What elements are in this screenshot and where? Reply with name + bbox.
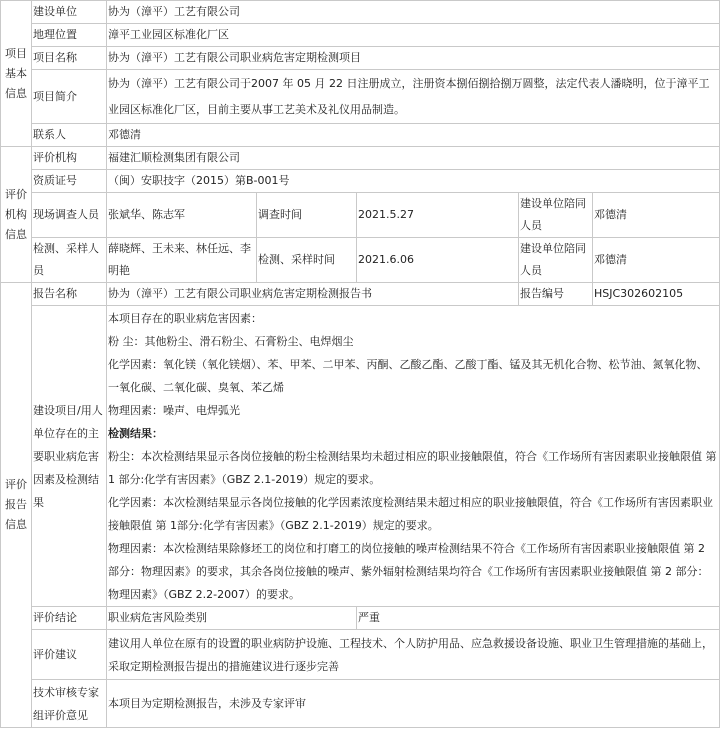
org-label: 评价机构	[32, 147, 107, 170]
review-value: 本项目为定期检测报告，未涉及专家评审	[107, 680, 720, 728]
unit-value: 协为（漳平）工艺有限公司	[107, 1, 720, 24]
sampling-time-label: 检测、采样时间	[257, 238, 357, 283]
sampling-label: 检测、采样人员	[32, 238, 107, 283]
row-report-name	[1, 283, 720, 306]
review-label: 技术审核专家组评价意见	[32, 680, 107, 728]
row-hazards	[1, 306, 720, 607]
accompany-label: 建设单位陪同人员	[519, 193, 593, 238]
hazard-chem: 化学因素：氧化镁（氧化镁烟）、苯、甲苯、二甲苯、丙酮、乙酸乙酯、乙酸丁酯、锰及其无机化合物、松节油、氮氧化物、一氧化碳、二氧化碳、臭氧、苯乙烯	[108, 358, 708, 394]
row-intro	[1, 70, 720, 97]
hazards-content	[107, 306, 720, 607]
report-no-value: HSJC302602105	[593, 283, 720, 306]
location-label: 地理位置	[32, 24, 107, 47]
row-survey	[1, 193, 720, 238]
intro-label: 项目简介	[32, 70, 107, 124]
section-eval: 评价机构信息	[1, 147, 32, 283]
location-value: 漳平工业园区标准化厂区	[107, 24, 720, 47]
risk-label: 职业病危害风险类别	[107, 607, 357, 630]
result-dust: 粉尘：本次检测结果显示各岗位接触的粉尘检测结果均未超过相应的职业接触限值，符合《工作场所有害因素职业接触限值 第 1 部分:化学有害因素》（GBZ 2.1-2019）规定的要求。	[108, 450, 717, 486]
report-no-label: 报告编号	[519, 283, 593, 306]
contact-label: 联系人	[32, 124, 107, 147]
survey-label: 现场调查人员	[32, 193, 107, 238]
row-project-name	[1, 47, 720, 70]
accompany-value: 邓德清	[593, 193, 720, 238]
hazards-label: 建设项目/用人单位存在的主要职业病危害因素及检测结果	[32, 306, 107, 607]
accompany-label-2: 建设单位陪同人员	[519, 238, 593, 283]
section-report: 评价报告信息	[1, 283, 32, 728]
advice-value: 建议用人单位在原有的设置的职业病防护设施、工程技术、个人防护用品、应急救援设备设施、职业卫生管理措施的基础上，采取定期检测报告提出的措施建议进行逐步完善	[107, 630, 720, 680]
row-advice	[1, 630, 720, 680]
survey-time-label: 调查时间	[257, 193, 357, 238]
conclusion-label: 评价结论	[32, 607, 107, 630]
row-sampling	[1, 238, 720, 283]
sampling-date: 2021.6.06	[357, 238, 519, 283]
hazards-head: 本项目存在的职业病危害因素：	[108, 312, 262, 325]
org-value: 福建汇顺检测集团有限公司	[107, 147, 720, 170]
row-cert	[1, 170, 720, 193]
report-name-label: 报告名称	[32, 283, 107, 306]
results-head: 检测结果：	[108, 427, 163, 440]
report-name-value: 协为（漳平）工艺有限公司职业病危害定期检测报告书	[107, 283, 519, 306]
hazard-phys: 物理因素：噪声、电焊弧光	[108, 404, 240, 417]
contact-value: 邓德清	[107, 124, 720, 147]
project-name-value: 协为（漳平）工艺有限公司职业病危害定期检测项目	[107, 47, 720, 70]
intro-value: 协为（漳平）工艺有限公司于2007 年 05 月 22 日注册成立，注册资本捌佰捌拾捌万圆整，法定代表人潘晓明，位于漳平工业园区标准化厂区，目前主要从事工艺美术及礼仪用品制造。	[107, 70, 720, 124]
advice-label: 评价建议	[32, 630, 107, 680]
project-name-label: 项目名称	[32, 47, 107, 70]
risk-value: 严重	[357, 607, 720, 630]
row-org	[1, 147, 720, 170]
row-contact	[1, 124, 720, 147]
survey-people: 张斌华、陈志军	[107, 193, 257, 238]
cert-label: 资质证号	[32, 170, 107, 193]
sampling-people: 薛晓辉、王未来、林任远、李明艳	[107, 238, 257, 283]
cert-value: （闽）安职技字（2015）第B-001号	[107, 170, 720, 193]
row-location	[1, 24, 720, 47]
survey-date: 2021.5.27	[357, 193, 519, 238]
accompany-value-2: 邓德清	[593, 238, 720, 283]
hazard-dust: 粉 尘：其他粉尘、滑石粉尘、石膏粉尘、电焊烟尘	[108, 335, 354, 348]
row-conclusion	[1, 607, 720, 630]
row-unit	[1, 1, 720, 24]
unit-label: 建设单位	[32, 1, 107, 24]
section-project: 项目基本信息	[1, 1, 32, 147]
result-phys: 物理因素：本次检测结果除修坯工的岗位和打磨工的岗位接触的噪声检测结果不符合《工作场所有害因素职业接触限值 第 2 部分：物理因素》的要求，其余各岗位接触的噪声、紫外辐射检测结果均符合《工作场所有害因素职业接触限值 第 2 部分：物理因素》（GBZ 2.2-2007）的要求。	[108, 542, 709, 601]
row-review	[1, 680, 720, 728]
result-chem: 化学因素：本次检测结果显示各岗位接触的化学因素浓度检测结果未超过相应的职业接触限值，符合《工作场所有害因素职业接触限值 第 1部分:化学有害因素》（GBZ 2.1-2019）规定的要求。	[108, 496, 713, 532]
